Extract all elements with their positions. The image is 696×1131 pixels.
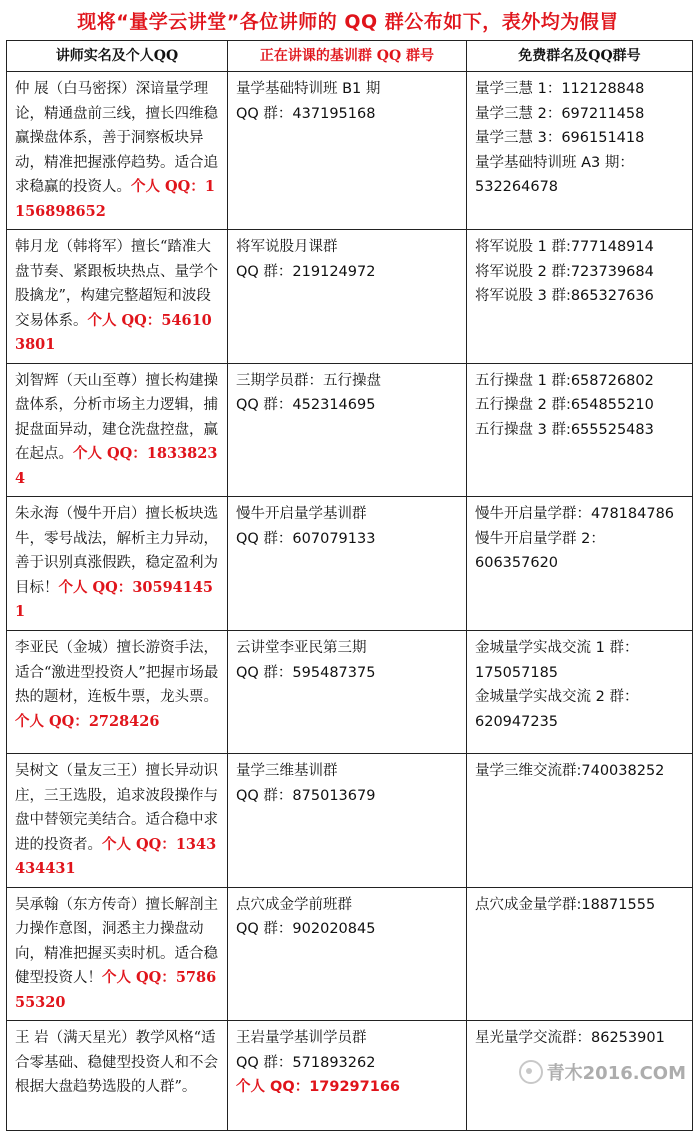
wechat-icon [519, 1060, 543, 1084]
free-group-line: 量学三慧 3：696151418 [475, 130, 645, 146]
teacher-description: 朱永海（慢牛开启）擅长板块选牛，零号战法，解析主力异动，善于识别真涨假跌，稳定盈利为目标！ [15, 506, 218, 596]
course-group-cell [228, 497, 467, 631]
personal-qq-number: 179297166 [309, 1079, 401, 1095]
free-group-cell [467, 363, 693, 497]
table-row [7, 754, 693, 888]
free-group-cell [467, 887, 693, 1021]
watermark [519, 1059, 686, 1085]
header-free-group: 免费群名及QQ群号 [467, 41, 693, 72]
personal-qq-number: 546103801 [15, 311, 212, 353]
course-group-line: 慢牛开启量学基训群 [236, 506, 367, 522]
teacher-description: 李亚民（金城）擅长游资手法，适合“激进型投资人”把握市场最热的题材，连板牛票，龙头票。 [15, 640, 219, 705]
free-group-cell [467, 497, 693, 631]
course-group-line: QQ 群：219124972 [236, 263, 376, 280]
header-teacher: 讲师实名及个人QQ [7, 41, 228, 72]
free-group-line: 五行操盘 2 群:654855210 [475, 397, 654, 413]
course-group-line: QQ 群：595487375 [236, 664, 376, 681]
page-title: 现将“量学云讲堂”各位讲师的 QQ 群公布如下，表外均为假冒 [77, 10, 619, 33]
course-group-cell [228, 72, 467, 230]
free-group-line: 五行操盘 1 群:658726802 [475, 372, 654, 389]
course-group-cell [228, 887, 467, 1021]
free-group-line: 532264678 [475, 179, 559, 195]
course-group-line: 三期学员群：五行操盘 [236, 372, 381, 389]
table-row [7, 631, 693, 754]
free-group-line: 星光量学交流群：86253901 [475, 1030, 665, 1046]
personal-qq-label: 个人 QQ： [102, 835, 176, 853]
table-header-row [7, 41, 693, 72]
personal-qq-number: 1156898652 [15, 178, 215, 220]
course-group-line: 量学基础特训班 B1 期 [236, 81, 381, 97]
course-group-line: QQ 群：875013679 [236, 787, 376, 804]
personal-qq-number: 2728426 [88, 712, 160, 730]
free-group-line: 将军说股 1 群:777148914 [475, 239, 654, 255]
free-group-cell [467, 754, 693, 888]
personal-qq-label: 个人 QQ： [58, 578, 133, 596]
free-group-line: 量学三慧 1：112128848 [475, 81, 645, 97]
personal-qq-label: 个人 QQ： [131, 178, 205, 195]
course-group-line: 将军说股月课群 [236, 239, 338, 255]
teacher-description: 王 岩（满天星光）教学风格“适合零基础、稳健型投资人和不会根据大盘趋势选股的人群”。 [15, 1030, 218, 1095]
free-group-line: 金城量学实战交流 1 群： [475, 640, 639, 656]
free-group-line: 将军说股 2 群:723739684 [475, 263, 654, 280]
teacher-description: 吴承翰（东方传奇）擅长解剖主力操作意图，洞悉主力操盘动向，精准把握买卖时机。适合稳健型投资人！ [15, 896, 218, 986]
course-group-cell [228, 631, 467, 754]
free-group-line: 620947235 [475, 713, 559, 730]
free-group-cell [467, 230, 693, 364]
course-group-line: QQ 群：902020845 [236, 921, 376, 937]
teacher-cell [7, 1021, 228, 1131]
course-group-line: QQ 群：437195168 [236, 105, 376, 122]
teacher-description: 吴树文（量友三王）擅长异动识庄，三王选股，追求波段操作与盘中替领完美结合。适合稳中求进的投资者。 [15, 763, 218, 853]
free-group-line: 五行操盘 3 群:655525483 [475, 421, 654, 438]
free-group-line: 175057185 [475, 664, 559, 681]
teacher-cell [7, 887, 228, 1021]
personal-qq-label: 个人 QQ： [15, 712, 89, 730]
free-group-line: 量学三维交流群:740038252 [475, 763, 665, 779]
course-group-cell [228, 754, 467, 888]
table-row [7, 72, 693, 230]
free-group-cell [467, 72, 693, 230]
table-row [7, 230, 693, 364]
course-group-line: 云讲堂李亚民第三期 [236, 640, 367, 656]
free-group-line: 606357620 [475, 555, 559, 571]
free-group-line: 慢牛开启量学群 2： [475, 530, 605, 547]
teacher-cell [7, 754, 228, 888]
personal-qq-label: 个人 QQ： [87, 311, 162, 329]
table-row [7, 497, 693, 631]
free-group-line: 慢牛开启量学群：478184786 [475, 506, 675, 522]
teacher-cell [7, 497, 228, 631]
free-group-line: 点穴成金量学群:18871555 [475, 896, 656, 913]
teacher-cell [7, 72, 228, 230]
teacher-cell [7, 230, 228, 364]
course-group-cell [228, 1021, 467, 1131]
table-row [7, 887, 693, 1021]
personal-qq-label: 个人 QQ： [73, 445, 147, 462]
teacher-description: 韩月龙（韩将军）擅长“踏准大盘节奏、紧跟板块热点、量学个股擒龙”，构建完整超短和波段交易体系。 [15, 239, 218, 329]
free-group-line: 量学三慧 2：697211458 [475, 105, 645, 122]
table-row [7, 363, 693, 497]
teacher-description: 刘智辉（天山至尊）擅长构建操盘体系，分析市场主力逻辑，捕捉盘面异动，建仓洗盘控盘，赢在起点。 [15, 372, 218, 462]
header-course-group: 正在讲课的基训群 QQ 群号 [228, 41, 467, 72]
course-group-line: QQ 群：571893262 [236, 1054, 376, 1071]
teacher-cell [7, 631, 228, 754]
course-group-line: 王岩量学基训学员群 [236, 1030, 367, 1046]
teacher-cell [7, 363, 228, 497]
teacher-description: 仲 展（白马密探）深谙量学理论，精通盘前三线，擅长四维稳赢操盘体系，善于洞察板块异动，精准把握涨停趋势。适合追求稳赢的投资人。 [15, 81, 218, 195]
course-group-line: 量学三维基训群 [236, 763, 338, 779]
qq-group-table [6, 40, 693, 1131]
personal-qq-number: 18338234 [15, 445, 218, 487]
course-group-cell [228, 363, 467, 497]
personal-qq-number: 578655320 [15, 969, 217, 1011]
free-group-line: 金城量学实战交流 2 群： [475, 689, 639, 705]
watermark-text: 青木2016.COM [546, 1063, 686, 1084]
personal-qq-number: 305941451 [15, 578, 214, 620]
personal-qq-number: 1343434431 [15, 835, 217, 877]
course-group-line: QQ 群：452314695 [236, 397, 376, 413]
course-group-line: QQ 群：607079133 [236, 530, 376, 547]
personal-qq-label: 个人 QQ： [236, 1079, 310, 1095]
free-group-line: 量学基础特训班 A3 期： [475, 154, 634, 171]
free-group-line: 将军说股 3 群:865327636 [475, 288, 654, 304]
course-group-cell [228, 230, 467, 364]
free-group-cell [467, 631, 693, 754]
personal-qq-label: 个人 QQ： [102, 969, 176, 986]
course-group-line: 点穴成金学前班群 [236, 896, 352, 913]
